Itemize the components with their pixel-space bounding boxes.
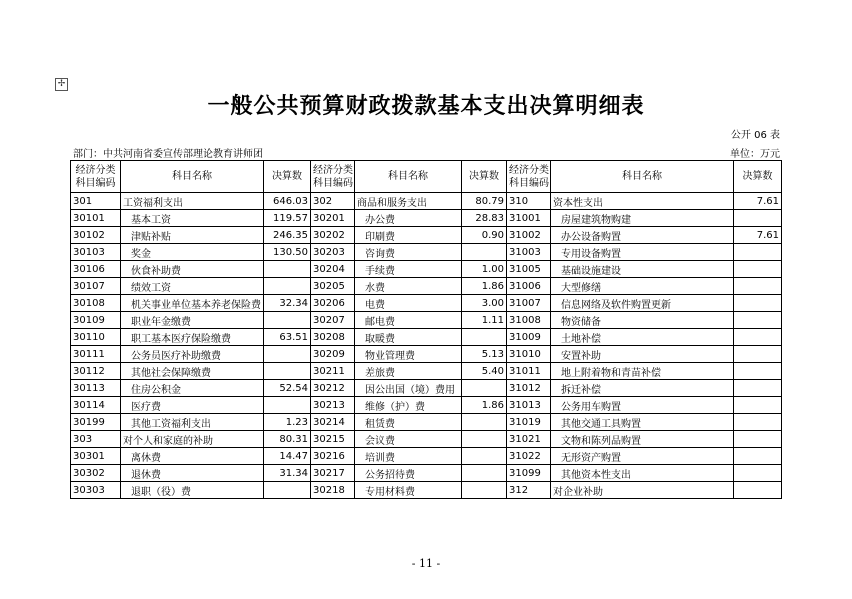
table-row [71, 193, 782, 210]
code-cell: 30218 [311, 482, 355, 499]
amount-cell: 1.86 [462, 278, 507, 295]
amount-cell [462, 448, 507, 465]
header-amount: 决算数 [462, 161, 507, 193]
table-row [71, 448, 782, 465]
amount-cell [462, 380, 507, 397]
name-cell: 拆迁补偿 [551, 380, 734, 397]
name-cell: 培训费 [355, 448, 462, 465]
code-cell: 30213 [311, 397, 355, 414]
amount-cell [264, 261, 311, 278]
amount-cell: 5.13 [462, 346, 507, 363]
name-cell: 办公费 [355, 210, 462, 227]
header-code: 经济分类 科目编码 [71, 161, 121, 193]
code-cell: 30114 [71, 397, 121, 414]
name-cell: 公务用车购置 [551, 397, 734, 414]
name-cell: 退休费 [121, 465, 264, 482]
name-cell: 手续费 [355, 261, 462, 278]
name-cell: 绩效工资 [121, 278, 264, 295]
code-cell: 30106 [71, 261, 121, 278]
amount-cell [462, 414, 507, 431]
name-cell: 工资福利支出 [121, 193, 264, 210]
amount-cell [462, 244, 507, 261]
code-cell: 30201 [311, 210, 355, 227]
amount-cell [264, 363, 311, 380]
name-cell: 印刷费 [355, 227, 462, 244]
amount-cell [734, 210, 782, 227]
code-cell: 30108 [71, 295, 121, 312]
name-cell: 其他社会保障缴费 [121, 363, 264, 380]
code-cell: 30212 [311, 380, 355, 397]
code-cell: 31022 [507, 448, 551, 465]
name-cell: 专用设备购置 [551, 244, 734, 261]
name-cell: 文物和陈列品购置 [551, 431, 734, 448]
amount-cell: 52.54 [264, 380, 311, 397]
code-cell: 30113 [71, 380, 121, 397]
code-cell: 31001 [507, 210, 551, 227]
table-row [71, 414, 782, 431]
amount-cell: 130.50 [264, 244, 311, 261]
name-cell: 医疗费 [121, 397, 264, 414]
table-row [71, 210, 782, 227]
code-cell: 30302 [71, 465, 121, 482]
name-cell: 物资储备 [551, 312, 734, 329]
name-cell: 水费 [355, 278, 462, 295]
code-cell: 30101 [71, 210, 121, 227]
amount-cell [264, 312, 311, 329]
code-cell: 31019 [507, 414, 551, 431]
name-cell: 维修（护）费 [355, 397, 462, 414]
amount-cell: 119.57 [264, 210, 311, 227]
code-cell: 30301 [71, 448, 121, 465]
code-cell: 303 [71, 431, 121, 448]
code-cell: 30112 [71, 363, 121, 380]
code-cell: 31012 [507, 380, 551, 397]
amount-cell: 246.35 [264, 227, 311, 244]
name-cell: 住房公积金 [121, 380, 264, 397]
amount-cell [734, 295, 782, 312]
code-cell: 31099 [507, 465, 551, 482]
name-cell: 其他资本性支出 [551, 465, 734, 482]
name-cell: 职工基本医疗保险缴费 [121, 329, 264, 346]
code-cell: 30215 [311, 431, 355, 448]
table-row [71, 482, 782, 499]
code-cell: 30204 [311, 261, 355, 278]
amount-cell [734, 431, 782, 448]
code-cell: 30211 [311, 363, 355, 380]
name-cell: 对个人和家庭的补助 [121, 431, 264, 448]
table-row [71, 465, 782, 482]
code-cell: 30205 [311, 278, 355, 295]
code-cell: 30303 [71, 482, 121, 499]
table-anchor-icon[interactable]: ✢ [55, 78, 68, 91]
code-cell: 31007 [507, 295, 551, 312]
header-name: 科目名称 [121, 161, 264, 193]
name-cell: 伙食补助费 [121, 261, 264, 278]
amount-cell [734, 482, 782, 499]
name-cell: 咨询费 [355, 244, 462, 261]
amount-cell [734, 380, 782, 397]
amount-cell: 63.51 [264, 329, 311, 346]
header-name: 科目名称 [355, 161, 462, 193]
name-cell: 离休费 [121, 448, 264, 465]
name-cell: 会议费 [355, 431, 462, 448]
amount-cell [734, 312, 782, 329]
name-cell: 差旅费 [355, 363, 462, 380]
amount-cell: 1.23 [264, 414, 311, 431]
page-title: 一般公共预算财政拨款基本支出决算明细表 [207, 93, 645, 119]
name-cell: 土地补偿 [551, 329, 734, 346]
table-row [71, 363, 782, 380]
name-cell: 专用材料费 [355, 482, 462, 499]
code-cell: 30207 [311, 312, 355, 329]
amount-cell [462, 482, 507, 499]
code-cell: 30206 [311, 295, 355, 312]
amount-cell: 28.83 [462, 210, 507, 227]
amount-cell: 7.61 [734, 193, 782, 210]
amount-cell: 32.34 [264, 295, 311, 312]
name-cell: 机关事业单位基本养老保险费 [121, 295, 264, 312]
table-row [71, 329, 782, 346]
amount-cell [462, 329, 507, 346]
name-cell: 公务招待费 [355, 465, 462, 482]
name-cell: 基本工资 [121, 210, 264, 227]
name-cell: 公务员医疗补助缴费 [121, 346, 264, 363]
code-cell: 30199 [71, 414, 121, 431]
page-number: - 11 - [411, 557, 441, 570]
code-cell: 31003 [507, 244, 551, 261]
code-cell: 30109 [71, 312, 121, 329]
unit-label: 单位：万元 [730, 149, 780, 160]
code-cell: 301 [71, 193, 121, 210]
code-cell: 30103 [71, 244, 121, 261]
amount-cell [734, 244, 782, 261]
amount-cell [462, 431, 507, 448]
header-amount: 决算数 [734, 161, 782, 193]
name-cell: 安置补助 [551, 346, 734, 363]
name-cell: 房屋建筑物购建 [551, 210, 734, 227]
code-cell: 31011 [507, 363, 551, 380]
code-cell: 30208 [311, 329, 355, 346]
code-cell: 30217 [311, 465, 355, 482]
table-body [71, 193, 782, 499]
code-cell: 31006 [507, 278, 551, 295]
table-row [71, 312, 782, 329]
amount-cell [734, 363, 782, 380]
code-cell: 30107 [71, 278, 121, 295]
name-cell: 电费 [355, 295, 462, 312]
amount-cell: 80.79 [462, 193, 507, 210]
amount-cell [264, 397, 311, 414]
name-cell: 地上附着物和青苗补偿 [551, 363, 734, 380]
table-row [71, 431, 782, 448]
table-row [71, 261, 782, 278]
code-cell: 30214 [311, 414, 355, 431]
table-row [71, 244, 782, 261]
code-cell: 30202 [311, 227, 355, 244]
budget-table [70, 160, 782, 499]
amount-cell [734, 465, 782, 482]
name-cell: 无形资产购置 [551, 448, 734, 465]
header-code: 经济分类 科目编码 [507, 161, 551, 193]
name-cell: 基础设施建设 [551, 261, 734, 278]
amount-cell [462, 465, 507, 482]
table-row [71, 397, 782, 414]
code-cell: 30209 [311, 346, 355, 363]
amount-cell: 1.00 [462, 261, 507, 278]
amount-cell [734, 278, 782, 295]
code-cell: 302 [311, 193, 355, 210]
code-cell: 31021 [507, 431, 551, 448]
code-cell: 30111 [71, 346, 121, 363]
name-cell: 商品和服务支出 [355, 193, 462, 210]
amount-cell: 14.47 [264, 448, 311, 465]
table-header-row [71, 161, 782, 193]
table-row [71, 346, 782, 363]
amount-cell [734, 329, 782, 346]
table-row [71, 295, 782, 312]
amount-cell: 1.86 [462, 397, 507, 414]
name-cell: 物业管理费 [355, 346, 462, 363]
amount-cell [734, 448, 782, 465]
amount-cell [734, 414, 782, 431]
table-number: 公开 06 表 [730, 130, 780, 141]
amount-cell [264, 482, 311, 499]
name-cell: 职业年金缴费 [121, 312, 264, 329]
name-cell: 取暖费 [355, 329, 462, 346]
amount-cell [734, 397, 782, 414]
name-cell: 退职（役）费 [121, 482, 264, 499]
name-cell: 其他工资福利支出 [121, 414, 264, 431]
name-cell: 奖金 [121, 244, 264, 261]
code-cell: 310 [507, 193, 551, 210]
name-cell: 办公设备购置 [551, 227, 734, 244]
table-row [71, 278, 782, 295]
name-cell: 邮电费 [355, 312, 462, 329]
table-row [71, 380, 782, 397]
amount-cell: 31.34 [264, 465, 311, 482]
amount-cell [734, 261, 782, 278]
amount-cell: 80.31 [264, 431, 311, 448]
amount-cell: 1.11 [462, 312, 507, 329]
code-cell: 31013 [507, 397, 551, 414]
amount-cell: 3.00 [462, 295, 507, 312]
name-cell: 因公出国（境）费用 [355, 380, 462, 397]
department-label: 部门：中共河南省委宣传部理论教育讲师团 [73, 149, 263, 160]
name-cell: 其他交通工具购置 [551, 414, 734, 431]
header-amount: 决算数 [264, 161, 311, 193]
code-cell: 30203 [311, 244, 355, 261]
name-cell: 对企业补助 [551, 482, 734, 499]
header-code: 经济分类 科目编码 [311, 161, 355, 193]
amount-cell: 0.90 [462, 227, 507, 244]
name-cell: 资本性支出 [551, 193, 734, 210]
code-cell: 30102 [71, 227, 121, 244]
code-cell: 30216 [311, 448, 355, 465]
code-cell: 30110 [71, 329, 121, 346]
name-cell: 大型修缮 [551, 278, 734, 295]
code-cell: 31009 [507, 329, 551, 346]
code-cell: 31010 [507, 346, 551, 363]
amount-cell [734, 346, 782, 363]
code-cell: 31002 [507, 227, 551, 244]
name-cell: 信息网络及软件购置更新 [551, 295, 734, 312]
code-cell: 31008 [507, 312, 551, 329]
table-row [71, 227, 782, 244]
name-cell: 津贴补贴 [121, 227, 264, 244]
amount-cell: 7.61 [734, 227, 782, 244]
amount-cell [264, 278, 311, 295]
header-name: 科目名称 [551, 161, 734, 193]
amount-cell [264, 346, 311, 363]
amount-cell: 5.40 [462, 363, 507, 380]
code-cell: 312 [507, 482, 551, 499]
name-cell: 租赁费 [355, 414, 462, 431]
code-cell: 31005 [507, 261, 551, 278]
amount-cell: 646.03 [264, 193, 311, 210]
